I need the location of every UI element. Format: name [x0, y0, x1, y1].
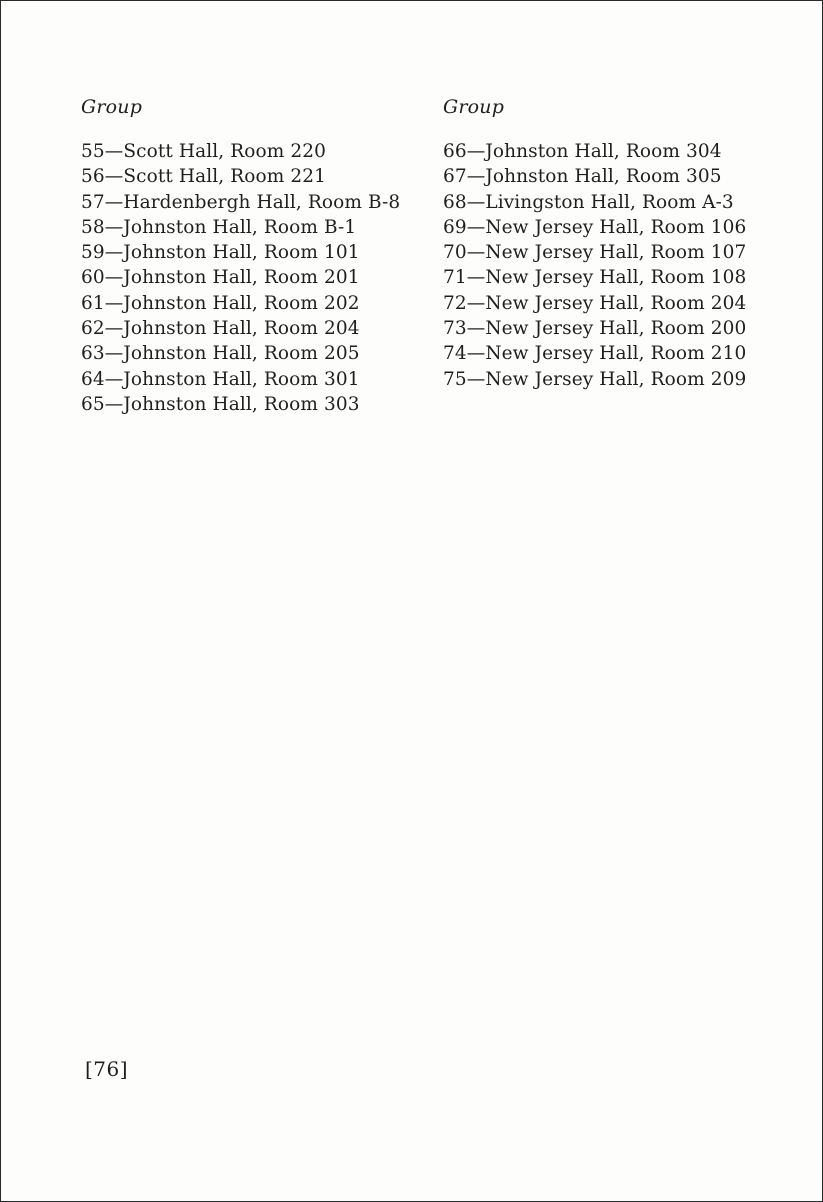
room-entry: 73—New Jersey Hall, Room 200 [443, 318, 747, 340]
room-entry: 60—Johnston Hall, Room 201 [81, 267, 360, 289]
room-entry: 70—New Jersey Hall, Room 107 [443, 242, 747, 264]
room-entry: 68—Livingston Hall, Room A-3 [443, 191, 734, 213]
room-list-left [81, 139, 411, 417]
right-column [443, 93, 773, 392]
room-entry: 56—Scott Hall, Room 221 [81, 166, 326, 188]
room-entry: 72—New Jersey Hall, Room 204 [443, 292, 747, 314]
room-entry: 69—New Jersey Hall, Room 106 [443, 216, 747, 238]
room-list-right [443, 139, 773, 392]
room-entry: 61—Johnston Hall, Room 202 [81, 292, 360, 314]
room-entry: 63—Johnston Hall, Room 205 [81, 343, 360, 365]
left-column [81, 93, 411, 417]
page-number: [76] [85, 1057, 129, 1081]
group-heading-right: Group [443, 96, 505, 118]
room-entry: 71—New Jersey Hall, Room 108 [443, 267, 747, 289]
room-entry: 57—Hardenbergh Hall, Room B-8 [81, 191, 401, 213]
room-entry: 67—Johnston Hall, Room 305 [443, 166, 722, 188]
room-entry: 62—Johnston Hall, Room 204 [81, 318, 360, 340]
group-heading-left: Group [81, 96, 143, 118]
room-entry: 64—Johnston Hall, Room 301 [81, 368, 360, 390]
room-entry: 55—Scott Hall, Room 220 [81, 141, 326, 162]
room-entry: 74—New Jersey Hall, Room 210 [443, 343, 747, 365]
room-entry: 58—Johnston Hall, Room B-1 [81, 216, 357, 238]
room-entry: 75—New Jersey Hall, Room 209 [443, 368, 747, 390]
room-entry: 66—Johnston Hall, Room 304 [443, 141, 722, 162]
room-entry: 59—Johnston Hall, Room 101 [81, 242, 360, 264]
room-entry: 65—Johnston Hall, Room 303 [81, 393, 360, 415]
